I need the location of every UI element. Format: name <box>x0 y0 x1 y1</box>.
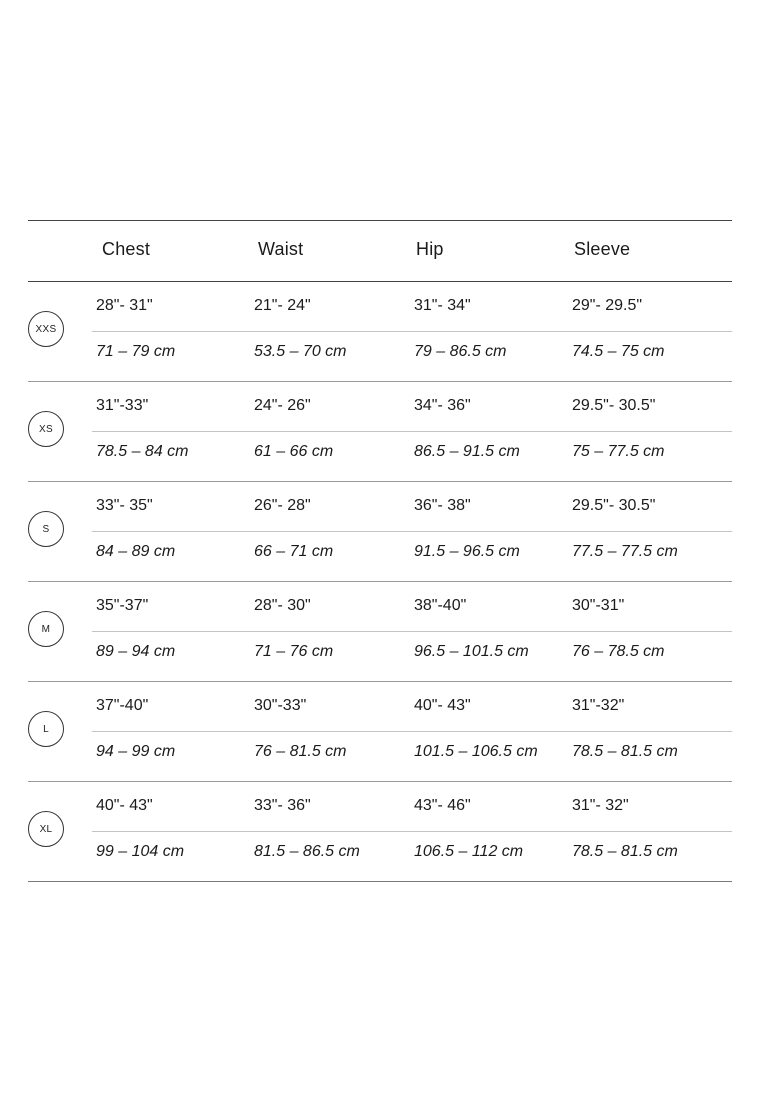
waist-cm: 71 – 76 cm <box>254 643 334 660</box>
size-row-s <box>28 482 732 582</box>
size-badge: S <box>28 511 64 547</box>
hip-cm: 101.5 – 106.5 cm <box>414 743 538 760</box>
size-row-xl <box>28 782 732 882</box>
hip-cm: 86.5 – 91.5 cm <box>414 443 520 460</box>
hip-inches: 31"- 34" <box>414 297 471 314</box>
chest-inches: 28"- 31" <box>96 297 153 314</box>
chest-inches: 35"-37" <box>96 597 149 614</box>
row-divider <box>92 631 732 632</box>
waist-cm: 76 – 81.5 cm <box>254 743 347 760</box>
chest-cm: 89 – 94 cm <box>96 643 176 660</box>
row-divider <box>92 331 732 332</box>
size-badge: XS <box>28 411 64 447</box>
waist-inches: 24"- 26" <box>254 397 311 414</box>
sleeve-inches: 29.5"- 30.5" <box>572 497 656 514</box>
header-sleeve: Sleeve <box>574 239 631 259</box>
sleeve-inches: 30"-31" <box>572 597 625 614</box>
waist-inches: 30"-33" <box>254 697 307 714</box>
sleeve-cm: 75 – 77.5 cm <box>572 443 665 460</box>
chest-cm: 94 – 99 cm <box>96 743 176 760</box>
row-divider <box>92 531 732 532</box>
waist-inches: 21"- 24" <box>254 297 311 314</box>
sleeve-cm: 77.5 – 77.5 cm <box>572 543 678 560</box>
header-row <box>28 221 732 281</box>
sleeve-cm: 78.5 – 81.5 cm <box>572 743 678 760</box>
hip-inches: 36"- 38" <box>414 497 471 514</box>
hip-cm: 91.5 – 96.5 cm <box>414 543 520 560</box>
sleeve-cm: 76 – 78.5 cm <box>572 643 665 660</box>
chest-inches: 37"-40" <box>96 697 149 714</box>
chest-cm: 84 – 89 cm <box>96 543 176 560</box>
waist-inches: 28"- 30" <box>254 597 311 614</box>
hip-cm: 96.5 – 101.5 cm <box>414 643 529 660</box>
sleeve-inches: 31"- 32" <box>572 797 629 814</box>
waist-cm: 61 – 66 cm <box>254 443 334 460</box>
hip-inches: 43"- 46" <box>414 797 471 814</box>
size-badge: XL <box>28 811 64 847</box>
header-chest: Chest <box>102 239 151 259</box>
chest-cm: 78.5 – 84 cm <box>96 443 189 460</box>
hip-inches: 40"- 43" <box>414 697 471 714</box>
size-row-xxs <box>28 282 732 382</box>
chest-inches: 40"- 43" <box>96 797 153 814</box>
hip-cm: 106.5 – 112 cm <box>414 843 524 860</box>
chest-cm: 99 – 104 cm <box>96 843 185 860</box>
sleeve-inches: 29.5"- 30.5" <box>572 397 656 414</box>
chest-cm: 71 – 79 cm <box>96 343 176 360</box>
row-divider <box>92 831 732 832</box>
row-divider <box>92 731 732 732</box>
size-row-m <box>28 582 732 682</box>
sleeve-inches: 29"- 29.5" <box>572 297 643 314</box>
size-row-xs <box>28 382 732 482</box>
waist-cm: 81.5 – 86.5 cm <box>254 843 360 860</box>
sleeve-inches: 31"-32" <box>572 697 625 714</box>
chest-inches: 31"-33" <box>96 397 149 414</box>
waist-inches: 33"- 36" <box>254 797 311 814</box>
hip-cm: 79 – 86.5 cm <box>414 343 507 360</box>
waist-cm: 53.5 – 70 cm <box>254 343 347 360</box>
hip-inches: 34"- 36" <box>414 397 471 414</box>
size-chart-table <box>28 220 732 882</box>
row-divider <box>92 431 732 432</box>
hip-inches: 38"-40" <box>414 597 467 614</box>
header-hip: Hip <box>416 239 444 259</box>
size-badge: L <box>28 711 64 747</box>
sleeve-cm: 78.5 – 81.5 cm <box>572 843 678 860</box>
chest-inches: 33"- 35" <box>96 497 153 514</box>
header-waist: Waist <box>258 239 304 259</box>
waist-cm: 66 – 71 cm <box>254 543 334 560</box>
sleeve-cm: 74.5 – 75 cm <box>572 343 665 360</box>
waist-inches: 26"- 28" <box>254 497 311 514</box>
size-badge: XXS <box>28 311 64 347</box>
size-row-l <box>28 682 732 782</box>
size-badge: M <box>28 611 64 647</box>
